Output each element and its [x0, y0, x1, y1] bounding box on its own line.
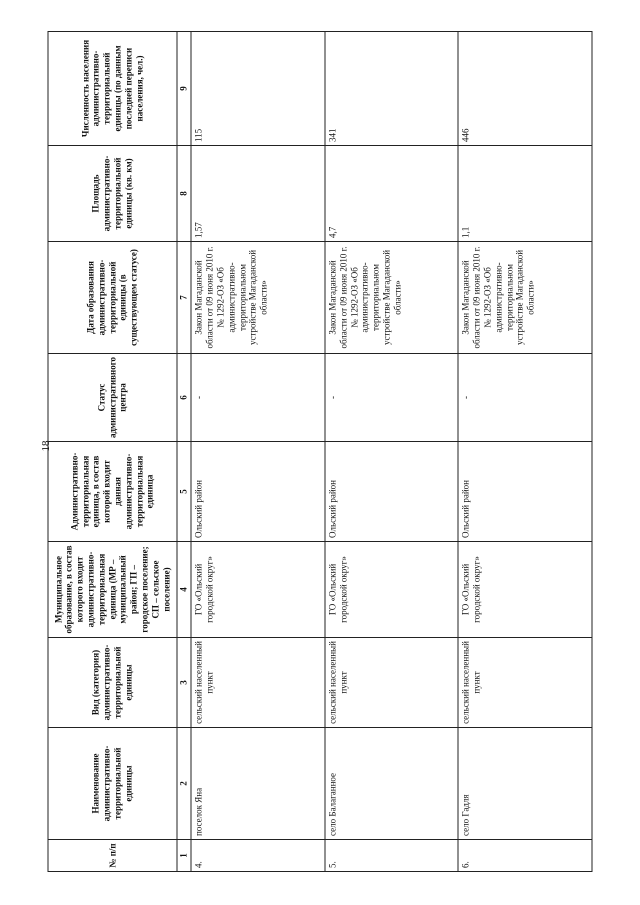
parent-unit: Ольский район: [191, 442, 325, 542]
area: 4,7: [325, 146, 459, 242]
row-number: 5.: [325, 840, 459, 872]
unit-category: сельский населенный пункт: [458, 638, 592, 728]
header-row: [48, 32, 177, 872]
area: 1,1: [458, 146, 592, 242]
table-row: [325, 32, 459, 872]
center-status: -: [458, 354, 592, 442]
header-cell-8: Площадь административно-территориальной единицы (кв. км): [48, 146, 177, 242]
formation-date: Закон Магаданской области от 09 июня 2010 г. № 1292-ОЗ «Об административно-территориальном устройстве Магаданской области»: [191, 242, 325, 354]
column-number: 2: [177, 728, 191, 840]
column-number: 9: [177, 32, 191, 146]
parent-unit: Ольский район: [458, 442, 592, 542]
table-row: [191, 32, 325, 872]
header-cell-3: Вид (категория) административно-территориальной единицы: [48, 638, 177, 728]
row-number: 6.: [458, 840, 592, 872]
population: 446: [458, 32, 592, 146]
center-status: -: [325, 354, 459, 442]
population: 341: [325, 32, 459, 146]
parent-unit: Ольский район: [325, 442, 459, 542]
column-number: 1: [177, 840, 191, 872]
column-number: 4: [177, 542, 191, 638]
page-number: 18: [40, 440, 52, 452]
header-cell-1: № п/п: [48, 840, 177, 872]
municipality: ГО «Ольский городской округ»: [325, 542, 459, 638]
header-cell-4: Муниципальное образование, в состав которого входит административно-территориальная единица (МР – муниципальный район; ГП – городское поселение; СП – сельское поселение): [48, 542, 177, 638]
formation-date: Закон Магаданской области от 09 июня 2010 г. № 1292-ОЗ «Об административно-территориальном устройстве Магаданской области»: [458, 242, 592, 354]
header-cell-7: Дата образования административно-территориальной единицы (в существующем статусе): [48, 242, 177, 354]
column-number: 5: [177, 442, 191, 542]
territorial-units-table: [48, 31, 593, 872]
unit-name: село Гадля: [458, 728, 592, 840]
unit-name: село Балаганное: [325, 728, 459, 840]
column-number: 7: [177, 242, 191, 354]
table-row: [458, 32, 592, 872]
column-number: 8: [177, 146, 191, 242]
header-cell-6: Статус административного центра: [48, 354, 177, 442]
municipality: ГО «Ольский городской округ»: [191, 542, 325, 638]
column-number: 6: [177, 354, 191, 442]
population: 115: [191, 32, 325, 146]
header-cell-9: Численность населения административно-территориальной единицы (по данным последней переписи населения, чел.): [48, 32, 177, 146]
unit-name: поселок Яна: [191, 728, 325, 840]
municipality: ГО «Ольский городской округ»: [458, 542, 592, 638]
column-number-row: [177, 32, 191, 872]
header-cell-5: Административно-территориальная единица, в состав которой входит данная административно-территориальная единица: [48, 442, 177, 542]
column-number: 3: [177, 638, 191, 728]
formation-date: Закон Магаданской области от 09 июня 2010 г. № 1292-ОЗ «Об административно-территориальном устройстве Магаданской области»: [325, 242, 459, 354]
unit-category: сельский населенный пункт: [325, 638, 459, 728]
area: 1,57: [191, 146, 325, 242]
header-cell-2: Наименование административно-территориальной единицы: [48, 728, 177, 840]
unit-category: сельский населенный пункт: [191, 638, 325, 728]
rotated-page: [48, 32, 593, 872]
center-status: -: [191, 354, 325, 442]
row-number: 4.: [191, 840, 325, 872]
